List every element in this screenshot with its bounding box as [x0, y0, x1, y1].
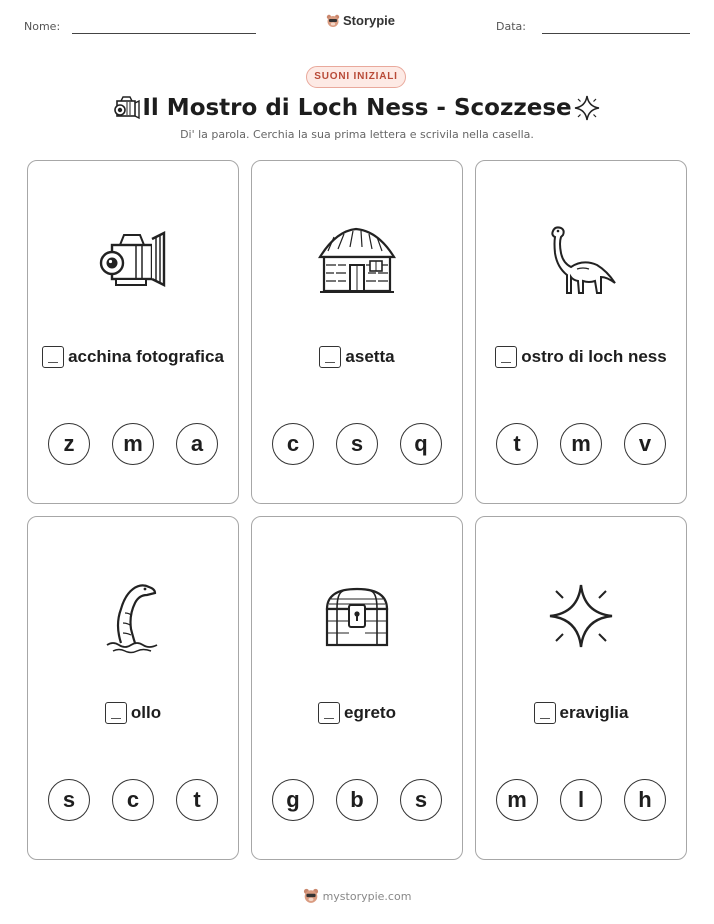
title-row [0, 92, 714, 124]
word-ending: acchina fotografica [68, 347, 224, 366]
answer-box[interactable] [105, 702, 127, 724]
word-card-4 [27, 516, 239, 860]
letter-choice[interactable]: m [496, 779, 538, 821]
letter-choice[interactable]: t [176, 779, 218, 821]
cottage-icon [316, 225, 398, 297]
name-line[interactable] [72, 33, 256, 34]
letter-choice[interactable]: s [400, 779, 442, 821]
letter-choice[interactable]: b [336, 779, 378, 821]
footer [0, 888, 714, 904]
letter-choice[interactable]: h [624, 779, 666, 821]
word-card-1 [27, 160, 239, 504]
word-ending: asetta [345, 347, 395, 366]
word-row [476, 702, 686, 724]
letter-choices [252, 423, 462, 465]
answer-box[interactable] [42, 346, 64, 368]
word-card-2 [251, 160, 463, 504]
word-ending: egreto [344, 703, 396, 722]
sparkle-icon [573, 94, 601, 122]
category-badge: SUONI INIZIALI [306, 66, 406, 88]
date-line[interactable] [542, 33, 690, 34]
word-ending: eraviglia [559, 703, 629, 722]
letter-choice[interactable]: c [272, 423, 314, 465]
sparkle-icon [546, 581, 616, 651]
footer-url[interactable]: mystorypie.com [322, 889, 412, 903]
word-card-5 [251, 516, 463, 860]
word-row [252, 346, 462, 368]
letter-choice[interactable]: z [48, 423, 90, 465]
word-ending: ollo [130, 703, 162, 722]
word-row [476, 346, 686, 368]
treasure-chest-icon [321, 585, 393, 649]
bear-logo-icon [303, 888, 319, 904]
word-ending: ostro di loch ness [521, 347, 667, 366]
word-card-6 [475, 516, 687, 860]
letter-choices [28, 423, 238, 465]
letter-choices [476, 423, 686, 465]
letter-choice[interactable]: g [272, 779, 314, 821]
sea-serpent-icon [103, 579, 163, 657]
camera-icon [96, 223, 170, 297]
letter-choice[interactable]: v [624, 423, 666, 465]
letter-choice[interactable]: s [336, 423, 378, 465]
letter-choices [476, 779, 686, 821]
letter-choice[interactable]: s [48, 779, 90, 821]
letter-choices [28, 779, 238, 821]
word-card-3 [475, 160, 687, 504]
dinosaur-icon [543, 223, 619, 299]
letter-choice[interactable]: a [176, 423, 218, 465]
date-label: Data: [496, 20, 526, 33]
brand [326, 13, 395, 28]
letter-choice[interactable]: t [496, 423, 538, 465]
answer-box[interactable] [318, 702, 340, 724]
answer-box[interactable] [495, 346, 517, 368]
instructions: Di' la parola. Cerchia la sua prima lettera e scrivila nella casella. [180, 128, 534, 141]
word-row [252, 702, 462, 724]
name-label: Nome: [24, 20, 61, 33]
word-row [28, 346, 238, 368]
answer-box[interactable] [534, 702, 556, 724]
answer-box[interactable] [319, 346, 341, 368]
letter-choice[interactable]: l [560, 779, 602, 821]
word-row [28, 702, 238, 724]
letter-choice[interactable]: q [400, 423, 442, 465]
bear-logo-icon [326, 14, 340, 28]
letter-choice[interactable]: m [560, 423, 602, 465]
brand-name: Storypie [343, 13, 396, 28]
letter-choices [252, 779, 462, 821]
letter-choice[interactable]: c [112, 779, 154, 821]
letter-choice[interactable]: m [112, 423, 154, 465]
page-title: Il Mostro di Loch Ness - Scozzese [142, 95, 572, 121]
